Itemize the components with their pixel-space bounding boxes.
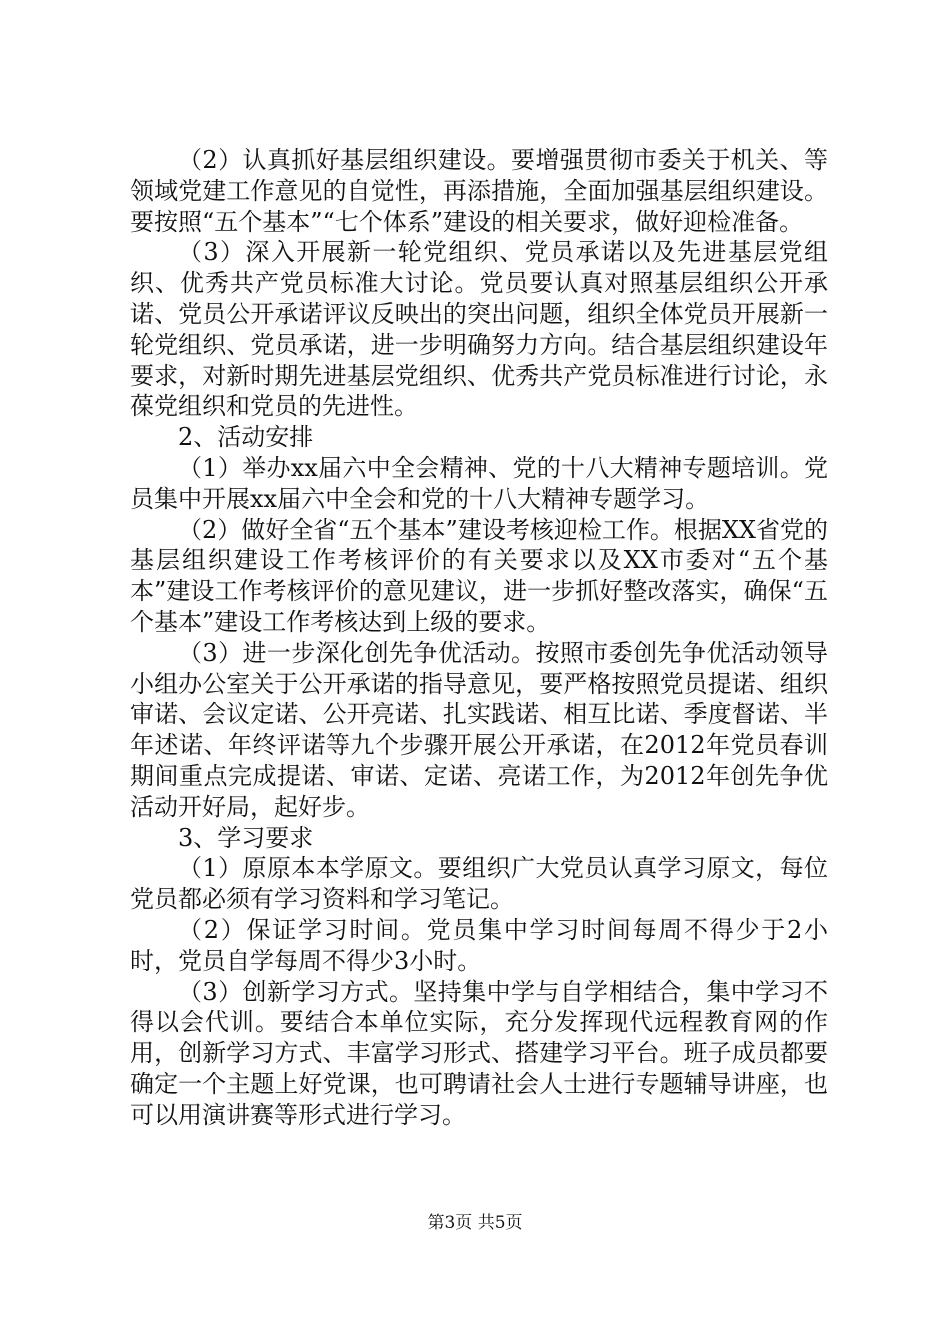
paragraph-special-training: （1）举办xx届六中全会精神、党的十八大精神专题培训。党员集中开展xx届六中全会和党的十八大精神专题学习。 [130, 453, 828, 513]
paragraph-build-grassroots: （2）认真抓好基层组织建设。要增强贯彻市委关于机关、等领域党建工作意见的自觉性，再添措施，全面加强基层组织建设。要按照“五个基本”“七个体系”建设的相关要求，做好迎检准备。 [130, 146, 828, 236]
section-heading-study-requirements: 3、学习要求 [178, 823, 314, 852]
paragraph-study-time: （2）保证学习时间。党员集中学习时间每周不得少于2小时，党员自学每周不得少3小时。 [130, 915, 828, 975]
paragraph-study-original: （1）原原本本学原文。要组织广大党员认真学习原文，每位党员都必须有学习资料和学习笔记。 [130, 854, 828, 914]
paragraph-new-round-commitment: （3）深入开展新一轮党组织、党员承诺以及先进基层党组织、优秀共产党员标准大讨论。党员要认真对照基层组织公开承诺、党员公开承诺评议反映出的突出问题，组织全体党员开展新一轮党组织、党员承诺，进一步明确努力方向。结合基层组织建设年要求，对新时期先进基层党组织、优秀共产党员标准进行讨论，永葆党组织和党员的先进性。 [130, 238, 828, 421]
paragraph-study-methods: （3）创新学习方式。坚持集中学与自学相结合，集中学习不得以会代训。要结合本单位实际，充分发挥现代远程教育网的作用，创新学习方式、丰富学习形式、搭建学习平台。班子成员都要确定一个主题上好党课，也可聘请社会人士进行专题辅导讲座，也可以用演讲赛等形式进行学习。 [130, 977, 828, 1129]
section-heading-activity-arrangement: 2、活动安排 [178, 423, 314, 452]
page-number-footer: 第3页 共5页 [427, 1213, 523, 1233]
document-body [130, 145, 828, 1131]
paragraph-deepen-activity: （3）进一步深化创先争优活动。按照市委创先争优活动领导小组办公室关于公开承诺的指导意见，要严格按照党员提诺、组织审诺、会议定诺、公开亮诺、扎实践诺、相互比诺、季度督诺、半年述诺、年终评诺等九个步骤开展公开承诺，在2012年党员春训期间重点完成提诺、审诺、定诺、亮诺工作，为2012年创先争优活动开好局，起好步。 [130, 638, 828, 821]
paragraph-inspection-work: （2）做好全省“五个基本”建设考核迎检工作。根据XX省党的基层组织建设工作考核评价的有关要求以及XX市委对“五个基本”建设工作考核评价的意见建议，进一步抓好整改落实，确保“五个基本”建设工作考核达到上级的要求。 [130, 515, 828, 636]
